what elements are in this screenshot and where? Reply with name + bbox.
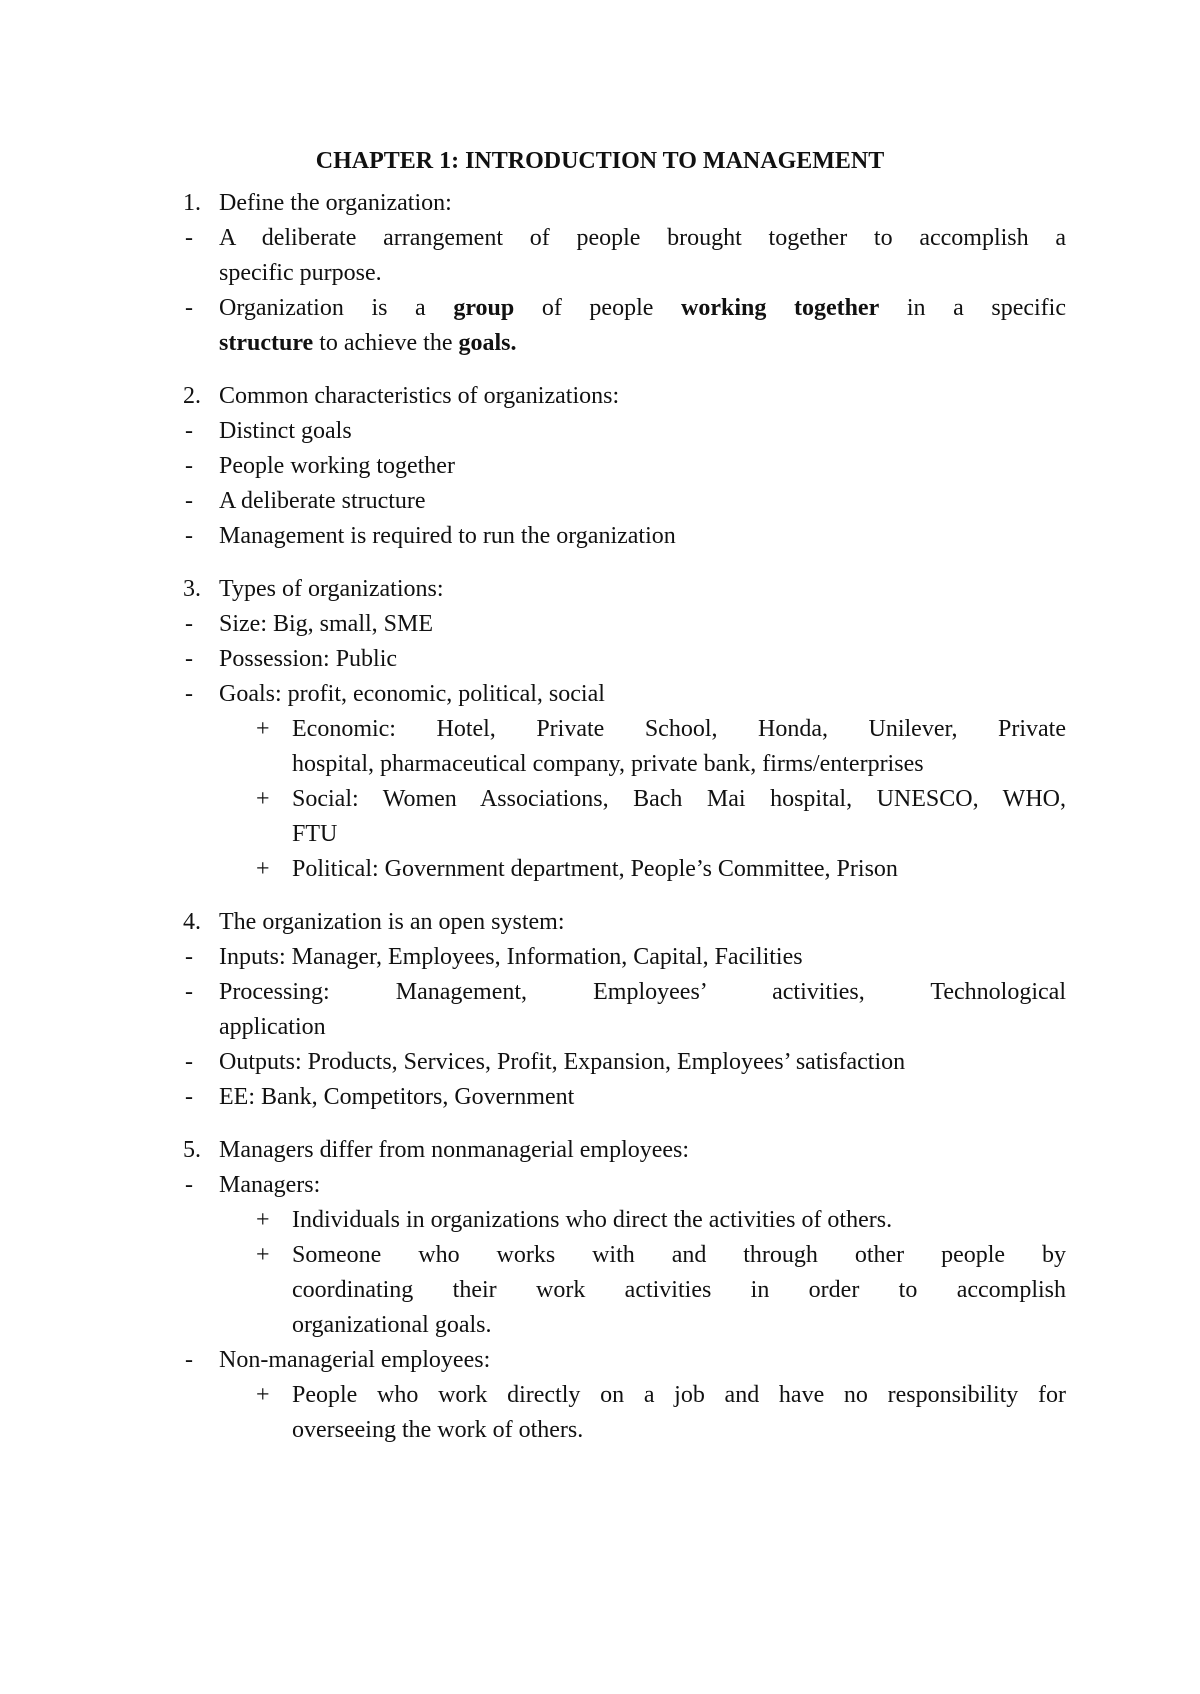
bullet-plus: + <box>256 786 270 812</box>
section-heading: Define the organization: <box>219 190 452 216</box>
section-heading: Managers differ from nonmanagerial employees: <box>219 1137 690 1163</box>
bullet-dash: - <box>185 1172 193 1198</box>
list-item: People working together <box>219 453 455 479</box>
section-heading: Common characteristics of organizations: <box>219 383 620 409</box>
sub-list-item: Political: Government department, People’s Committee, Prison <box>292 856 898 882</box>
section-number: 4. <box>183 909 201 935</box>
bullet-dash: - <box>185 944 193 970</box>
list-item-continuation: application <box>219 1014 326 1040</box>
section-number: 5. <box>183 1137 201 1163</box>
bullet-plus: + <box>256 856 270 882</box>
section-number: 1. <box>183 190 201 216</box>
bullet-dash: - <box>185 523 193 549</box>
sub-list-item: Someone who works with and through other people by <box>292 1242 1066 1268</box>
bold-term: group <box>453 295 515 321</box>
bullet-dash: - <box>185 418 193 444</box>
bullet-dash: - <box>185 1347 193 1373</box>
sub-list-item: Individuals in organizations who direct the activities of others. <box>292 1207 893 1233</box>
bullet-plus: + <box>256 1207 270 1233</box>
list-item: Possession: Public <box>219 646 398 672</box>
list-item: A deliberate arrangement of people brought together to accomplish a <box>219 225 1066 251</box>
sub-list-item-continuation: coordinating their work activities in order to accomplish <box>292 1277 1066 1303</box>
section-number: 2. <box>183 383 201 409</box>
bullet-dash: - <box>185 681 193 707</box>
sub-list-item: People who work directly on a job and have no responsibility for <box>292 1382 1066 1408</box>
sub-list-item: Social: Women Associations, Bach Mai hospital, UNESCO, WHO, <box>292 786 1066 812</box>
sub-list-item-continuation: organizational goals. <box>292 1312 492 1338</box>
text-run: in a specific <box>879 295 1066 321</box>
sub-list-item-continuation: overseeing the work of others. <box>292 1417 584 1443</box>
bullet-dash: - <box>185 295 193 321</box>
bullet-dash: - <box>185 453 193 479</box>
text-run: Organization is a <box>219 295 454 321</box>
bullet-dash: - <box>185 1049 193 1075</box>
list-item: Management is required to run the organization <box>219 523 676 549</box>
list-item: A deliberate structure <box>219 488 426 514</box>
list-item-continuation <box>219 328 516 358</box>
bullet-dash: - <box>185 611 193 637</box>
bullet-plus: + <box>256 716 270 742</box>
bullet-dash: - <box>185 1084 193 1110</box>
section-heading: The organization is an open system: <box>219 909 565 935</box>
sub-list-item-continuation: FTU <box>292 821 338 847</box>
list-item: Inputs: Manager, Employees, Information, Capital, Facilities <box>219 944 803 970</box>
list-item: Non-managerial employees: <box>219 1347 491 1373</box>
section-heading: Types of organizations: <box>219 576 444 602</box>
text-run: to achieve the <box>313 330 459 356</box>
list-item: Goals: profit, economic, political, social <box>219 681 605 707</box>
list-item-continuation: specific purpose. <box>219 260 382 286</box>
list-item: Distinct goals <box>219 418 352 444</box>
section-number: 3. <box>183 576 201 602</box>
list-item: Size: Big, small, SME <box>219 611 434 637</box>
bullet-plus: + <box>256 1382 270 1408</box>
bullet-dash: - <box>185 488 193 514</box>
bold-term: goals. <box>458 330 517 356</box>
bullet-dash: - <box>185 225 193 251</box>
sub-list-item: Economic: Hotel, Private School, Honda, Unilever, Private <box>292 716 1066 742</box>
bullet-plus: + <box>256 1242 270 1268</box>
bold-term: structure <box>219 330 314 356</box>
bullet-dash: - <box>185 979 193 1005</box>
bold-term: working together <box>681 295 880 321</box>
list-item <box>219 293 1066 323</box>
chapter-title: CHAPTER 1: INTRODUCTION TO MANAGEMENT <box>315 148 885 174</box>
list-item: EE: Bank, Competitors, Government <box>219 1084 575 1110</box>
text-run: of people <box>514 295 681 321</box>
list-item: Processing: Management, Employees’ activities, Technological <box>219 979 1066 1005</box>
bullet-dash: - <box>185 646 193 672</box>
list-item: Managers: <box>219 1172 321 1198</box>
sub-list-item-continuation: hospital, pharmaceutical company, private bank, firms/enterprises <box>292 751 924 777</box>
list-item: Outputs: Products, Services, Profit, Expansion, Employees’ satisfaction <box>219 1049 906 1075</box>
